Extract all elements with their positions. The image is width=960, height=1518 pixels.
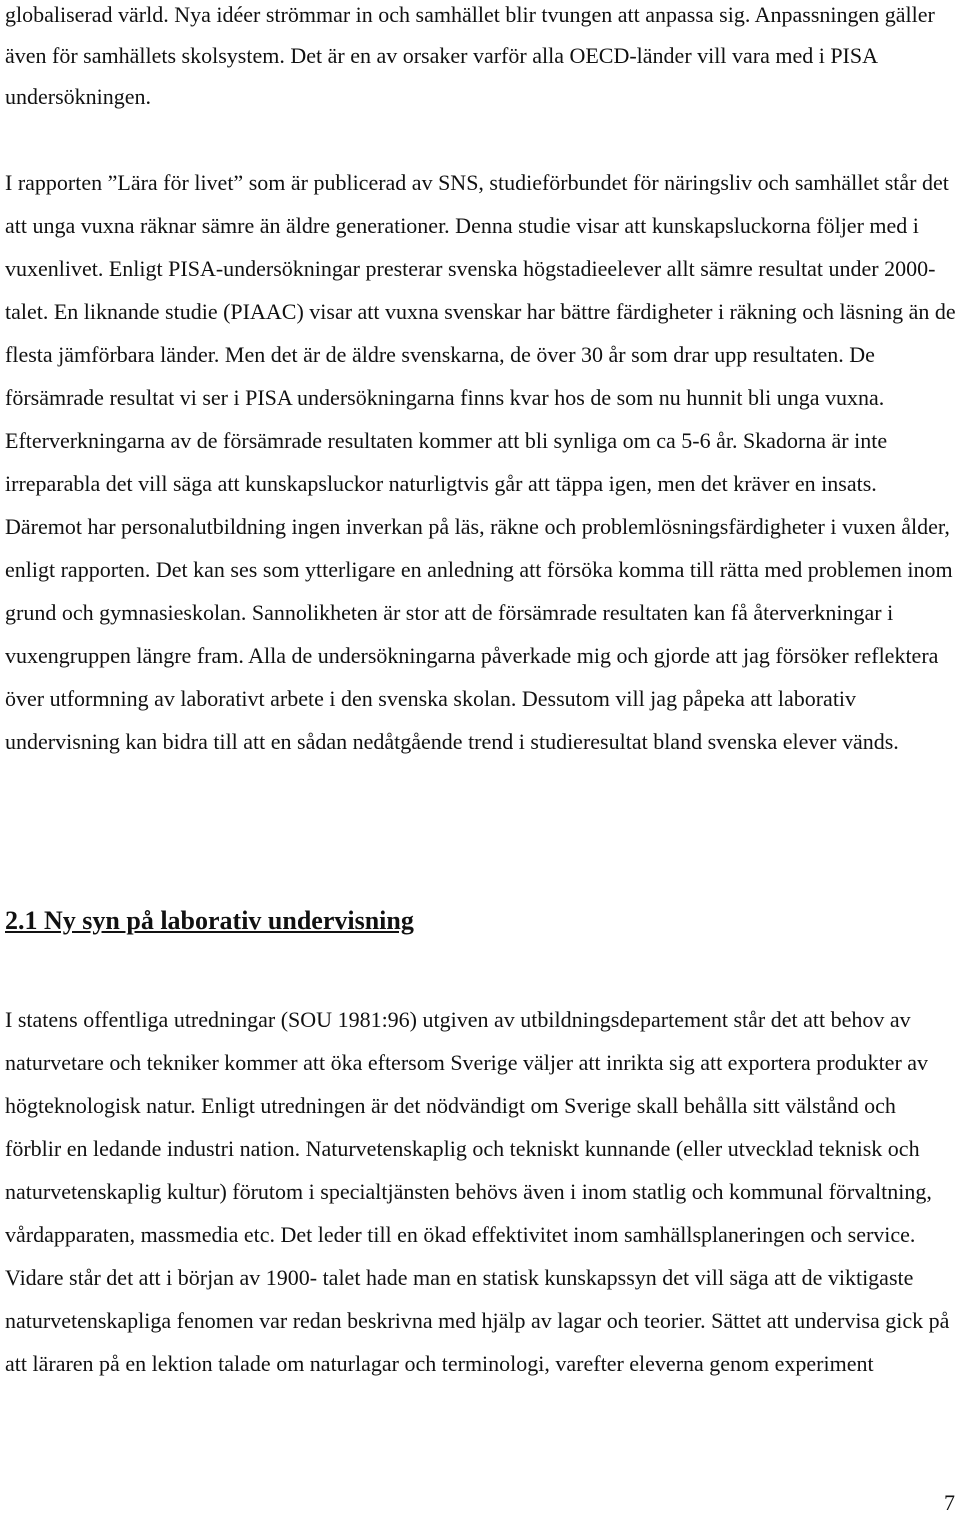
section-heading: 2.1 Ny syn på laborativ undervisning [5,906,414,935]
paragraph-sou: I statens offentliga utredningar (SOU 1981:96) utgiven av utbildningsdepartement står det att behov av naturvetare och tekniker kommer att öka eftersom Sverige väljer att inrikta sig att exportera produkter av högteknologisk natur. Enligt utredningen är det nödvändigt om Sverige skall behålla sitt välstånd och förblir en ledande industri nation. Naturvetenskaplig och tekniskt kunnande (eller utvecklad teknisk och naturvetenskaplig kultur) förutom i specialtjänsten behövs även i inom statlig och kommunal förvaltning, vårdapparaten, massmedia etc. Det leder till en ökad effektivitet inom samhällsplaneringen och service. Vidare står det att i början av 1900- talet hade man en statisk kunskapssyn det vill säga att de viktigaste naturvetenskapliga fenomen var redan beskrivna med hjälp av lagar och teorier. Sättet att undervisa gick på att läraren på en lektion talade om naturlagar och terminologi, varefter eleverna genom experiment [5,1007,950,1376]
paragraph-report: I rapporten ”Lära för livet” som är publicerad av SNS, studieförbundet för näringsliv och samhället står det att unga vuxna räknar sämre än äldre generationer. Denna studie visar att kunskapsluckorna följer med i vuxenlivet. Enligt PISA-undersökningar presterar svenska högstadieelever allt sämre resultat under 2000-talet. En liknande studie (PIAAC) visar att vuxna svenskar har bättre färdigheter i räkning och läsning än de flesta jämförbara länder. Men det är de äldre svenskarna, de över 30 år som drar upp resultaten. De försämrade resultat vi ser i PISA undersökningarna finns kvar hos de som nu hunnit bli unga vuxna. Efterverkningarna av de försämrade resultaten kommer att bli synliga om ca 5-6 år. Skadorna är inte irreparabla det vill säga att kunskapsluckor naturligtvis går att täppa igen, men det kräver en insats. Däremot har personalutbildning ingen inverkan på läs, räkne och problemlösningsfärdigheter i vuxen ålder, enligt rapporten. Det kan ses som ytterligare en anledning att försöka komma till rätta med problemen inom grund och gymnasieskolan. Sannolikheten är stor att de försämrade resultaten kan få återverkningar i vuxengruppen längre fram. Alla de undersökningarna påverkade mig och gjorde att jag försöker reflektera över utformning av laborativt arbete i den svenska skolan. Dessutom vill jag påpeka att laborativ undervisning kan bidra till att en sådan nedåtgående trend i studieresultat bland svenska elever vänds. [5,170,956,754]
paragraph-intro: globaliserad värld. Nya idéer strömmar in och samhället blir tvungen att anpassa sig. Anpassningen gäller även för samhällets skolsystem. Det är en av orsaker varför alla OECD-länder vill vara med i PISA undersökningen. [5,2,935,109]
page-number: 7 [944,1490,955,1515]
